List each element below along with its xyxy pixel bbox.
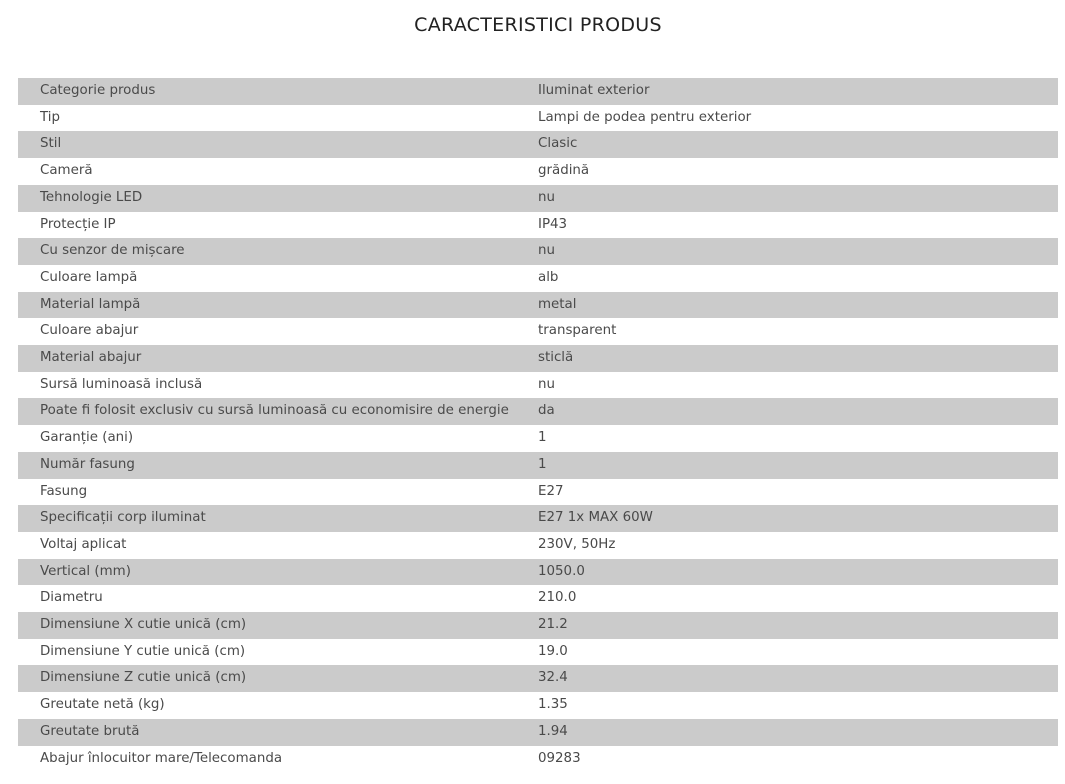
spec-label: Categorie produs [40, 83, 156, 98]
table-row [18, 238, 1058, 265]
table-row [18, 185, 1058, 212]
spec-label: Cu senzor de mișcare [40, 243, 185, 259]
spec-value: Lampi de podea pentru exterior [538, 109, 752, 125]
spec-label: Stil [40, 136, 62, 152]
spec-value: 21.2 [538, 617, 568, 633]
table-row [18, 425, 1058, 452]
spec-value: 1050.0 [538, 563, 585, 579]
spec-label: Greutate brută [40, 723, 140, 739]
table-row [18, 292, 1058, 319]
spec-value: 09283 [538, 750, 581, 766]
spec-label: Abajur înlocuitor mare/Telecomanda [40, 750, 283, 766]
spec-value: Clasic [538, 136, 578, 152]
spec-value: IP43 [538, 216, 568, 232]
spec-label: Specificații corp iluminat [40, 510, 206, 526]
page-title: CARACTERISTICI PRODUS [414, 14, 662, 36]
table-row [18, 559, 1058, 586]
spec-label: Protecție IP [40, 216, 116, 232]
spec-label: Culoare abajur [40, 323, 139, 339]
table-row [18, 105, 1058, 132]
table-row [18, 479, 1058, 506]
spec-value: 210.0 [538, 590, 577, 606]
specs-table [18, 78, 1058, 772]
spec-value: 32.4 [538, 670, 568, 686]
spec-value: 1 [538, 430, 547, 446]
table-row [18, 78, 1058, 105]
table-row [18, 719, 1058, 746]
spec-value: 1 [538, 456, 547, 472]
spec-value: da [538, 403, 555, 419]
table-row [18, 746, 1058, 773]
spec-label: Diametru [40, 590, 103, 606]
spec-label: Fasung [40, 483, 88, 499]
spec-value: 230V, 50Hz [538, 536, 616, 552]
spec-value: Iluminat exterior [538, 83, 650, 98]
table-row [18, 345, 1058, 372]
table-row [18, 505, 1058, 532]
table-row [18, 398, 1058, 425]
table-row [18, 612, 1058, 639]
spec-value: metal [538, 296, 577, 312]
table-row [18, 692, 1058, 719]
spec-value: E27 [538, 483, 564, 499]
spec-label: Număr fasung [40, 456, 135, 472]
spec-label: Sursă luminoasă inclusă [40, 376, 203, 392]
spec-value: 1.94 [538, 723, 568, 739]
spec-label: Vertical (mm) [40, 563, 131, 579]
spec-value: alb [538, 269, 559, 285]
table-row [18, 585, 1058, 612]
table-row [18, 639, 1058, 666]
spec-label: Garanție (ani) [40, 430, 134, 446]
spec-value: transparent [538, 323, 617, 339]
spec-value: 19.0 [538, 643, 568, 659]
spec-value: E27 1x MAX 60W [538, 510, 653, 526]
spec-value: nu [538, 189, 555, 205]
spec-value: sticlă [538, 350, 574, 366]
table-row [18, 372, 1058, 399]
table-row [18, 212, 1058, 239]
table-row [18, 532, 1058, 559]
table-row [18, 318, 1058, 345]
spec-label: Cameră [40, 163, 93, 179]
spec-label: Material lampă [40, 296, 141, 312]
table-row [18, 131, 1058, 158]
spec-label: Greutate netă (kg) [40, 697, 165, 713]
spec-value: 1.35 [538, 697, 568, 713]
table-row [18, 452, 1058, 479]
spec-label: Dimensiune X cutie unică (cm) [40, 617, 247, 633]
spec-label: Voltaj aplicat [40, 536, 127, 552]
spec-label: Dimensiune Y cutie unică (cm) [40, 643, 246, 659]
specs-table-body [18, 78, 1058, 772]
spec-label: Tip [40, 109, 60, 125]
spec-label: Tehnologie LED [40, 189, 143, 205]
spec-label: Culoare lampă [40, 269, 138, 285]
spec-label: Poate fi folosit exclusiv cu sursă luminoasă cu economisire de energie [40, 403, 509, 419]
spec-label: Material abajur [40, 350, 142, 366]
spec-value: nu [538, 243, 555, 259]
spec-label: Dimensiune Z cutie unică (cm) [40, 670, 247, 686]
table-row [18, 665, 1058, 692]
table-row [18, 265, 1058, 292]
spec-value: nu [538, 376, 555, 392]
spec-value: grădină [538, 163, 590, 179]
table-row [18, 158, 1058, 185]
